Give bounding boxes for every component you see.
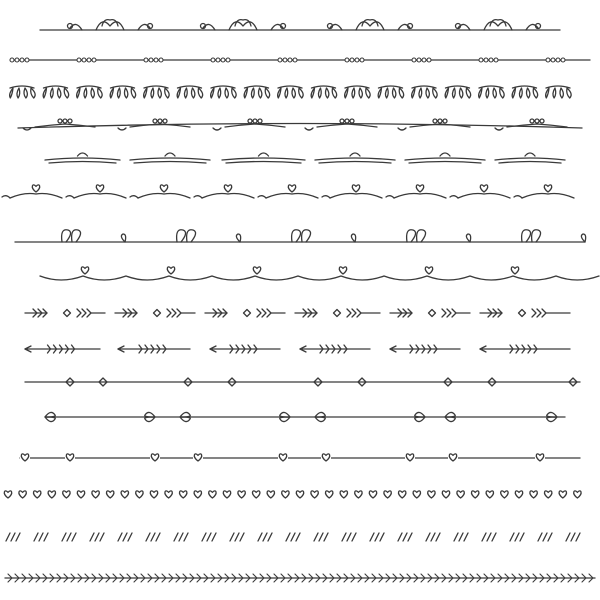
circle-cluster-icon bbox=[10, 58, 29, 62]
wavy-line bbox=[40, 276, 599, 280]
circle-cluster-icon bbox=[211, 58, 230, 62]
drooping-leaves-icon bbox=[512, 86, 537, 98]
double-heart-end-icon bbox=[547, 412, 557, 421]
heart-icon bbox=[288, 185, 295, 192]
heart-icon bbox=[399, 491, 406, 498]
heart-icon bbox=[369, 491, 376, 498]
heart-icon bbox=[19, 491, 26, 498]
drooping-leaves-icon bbox=[345, 86, 370, 98]
arrow-diamond-segment bbox=[480, 309, 570, 317]
arrow-diamond-segment bbox=[295, 309, 380, 317]
heart-icon bbox=[326, 491, 333, 498]
heart-icon bbox=[296, 491, 303, 498]
heart-icon bbox=[544, 185, 551, 192]
diagonal-dash-icon bbox=[538, 533, 552, 541]
curl-loop-icon bbox=[62, 230, 126, 242]
drooping-leaves-icon bbox=[278, 86, 303, 98]
small-crown-icon bbox=[440, 153, 450, 156]
curl-segment bbox=[315, 153, 395, 163]
double-heart-end-icon bbox=[145, 412, 155, 421]
chevron-arrow-icon bbox=[480, 345, 570, 353]
heart-swirl-unit bbox=[194, 185, 254, 198]
drooping-leaves-icon bbox=[244, 86, 269, 98]
heart-icon bbox=[282, 491, 289, 498]
arrow-diamond-segment bbox=[115, 309, 195, 317]
drooping-leaves-icon bbox=[43, 86, 68, 98]
circle-cluster-icon bbox=[412, 58, 431, 62]
drooping-leaves-icon bbox=[144, 86, 169, 98]
diagonal-dash-icon bbox=[34, 533, 48, 541]
heart-icon bbox=[425, 267, 432, 274]
divider-row-line-diamonds bbox=[25, 378, 580, 386]
diagonal-dash-icon bbox=[566, 533, 580, 541]
heart-icon bbox=[224, 185, 231, 192]
heart-icon bbox=[352, 185, 359, 192]
divider-row-wave-hearts bbox=[40, 267, 599, 280]
diagonal-dash-icon bbox=[118, 533, 132, 541]
double-heart-end-icon bbox=[445, 412, 455, 421]
diagonal-dash-icon bbox=[6, 533, 20, 541]
chevron-arrow-icon bbox=[300, 345, 370, 353]
double-heart-end-icon bbox=[415, 412, 425, 421]
heart-icon bbox=[136, 491, 143, 498]
heart-icon bbox=[81, 267, 88, 274]
heart-icon bbox=[34, 491, 41, 498]
fan-flourish-icon bbox=[68, 20, 153, 30]
diagonal-dash-icon bbox=[314, 533, 328, 541]
divider-row-leaf-fans bbox=[10, 86, 571, 98]
diagonal-dash-icon bbox=[62, 533, 76, 541]
three-dot-crown-icon bbox=[23, 119, 95, 130]
circle-cluster-icon bbox=[345, 58, 364, 62]
double-heart-end-icon bbox=[180, 412, 190, 421]
double-heart-end-icon bbox=[315, 412, 325, 421]
heart-icon bbox=[355, 491, 362, 498]
heart-icon bbox=[311, 491, 318, 498]
heart-icon bbox=[339, 267, 346, 274]
heart-icon bbox=[194, 491, 201, 498]
diagonal-dash-icon bbox=[230, 533, 244, 541]
diagonal-dash-icon bbox=[342, 533, 356, 541]
heart-icon bbox=[416, 185, 423, 192]
heart-icon bbox=[428, 491, 435, 498]
arrow-diamond-segment bbox=[205, 309, 285, 317]
curl-loop-icon bbox=[292, 230, 356, 242]
curl-segment bbox=[222, 153, 305, 163]
small-crown-icon bbox=[165, 153, 175, 156]
diagonal-dash-icon bbox=[426, 533, 440, 541]
curl-loop-icon bbox=[407, 230, 471, 242]
heart-icon bbox=[180, 491, 187, 498]
divider-row-slash-dashes bbox=[6, 533, 580, 541]
small-crown-icon bbox=[350, 153, 360, 156]
circle-cluster-icon bbox=[546, 58, 565, 62]
diamond-icon bbox=[64, 310, 71, 317]
divider-row-fleur-scroll bbox=[40, 20, 560, 30]
heart-icon bbox=[267, 491, 274, 498]
curl-loop-icon bbox=[522, 230, 586, 242]
chevron-arrow-icon bbox=[390, 345, 460, 353]
double-heart-end-icon bbox=[280, 412, 290, 421]
drooping-leaves-icon bbox=[412, 86, 437, 98]
arrow-diamond-segment bbox=[25, 309, 105, 317]
heart-icon bbox=[209, 491, 216, 498]
divider-row-tribal-hearts-line bbox=[45, 412, 565, 421]
drooping-leaves-icon bbox=[378, 86, 403, 98]
heart-icon bbox=[107, 491, 114, 498]
three-dot-crown-icon bbox=[305, 119, 377, 130]
drooping-leaves-icon bbox=[211, 86, 236, 98]
diamond-icon bbox=[429, 310, 436, 317]
heart-swirl-unit bbox=[66, 185, 126, 198]
diagonal-dash-icon bbox=[398, 533, 412, 541]
small-crown-icon bbox=[525, 153, 535, 156]
diagonal-dash-icon bbox=[286, 533, 300, 541]
diagonal-dash-icon bbox=[258, 533, 272, 541]
curl-segment bbox=[130, 153, 210, 163]
heart-icon bbox=[515, 491, 522, 498]
curl-segment bbox=[45, 153, 120, 163]
divider-row-heart-swirl bbox=[2, 185, 574, 198]
fan-flourish-icon bbox=[456, 20, 541, 30]
heart-icon bbox=[480, 185, 487, 192]
diamond-icon bbox=[519, 310, 526, 317]
drooping-leaves-icon bbox=[546, 86, 571, 98]
heart-icon bbox=[253, 267, 260, 274]
drooping-leaves-icon bbox=[445, 86, 470, 98]
diamond-icon bbox=[154, 310, 161, 317]
heart-icon bbox=[63, 491, 70, 498]
circle-cluster-icon bbox=[144, 58, 163, 62]
diamond-icon bbox=[334, 310, 341, 317]
heart-icon bbox=[457, 491, 464, 498]
heart-swirl-unit bbox=[514, 185, 574, 198]
diagonal-dash-icon bbox=[202, 533, 216, 541]
heart-icon bbox=[574, 491, 581, 498]
diagonal-dash-icon bbox=[482, 533, 496, 541]
divider-row-arrows-diamonds bbox=[25, 309, 570, 317]
heart-swirl-unit bbox=[130, 185, 190, 198]
heart-icon bbox=[413, 491, 420, 498]
heart-icon bbox=[472, 491, 479, 498]
drooping-leaves-icon bbox=[10, 86, 35, 98]
heart-swirl-unit bbox=[2, 185, 62, 198]
drooping-leaves-icon bbox=[311, 86, 336, 98]
heart-icon bbox=[167, 267, 174, 274]
drooping-leaves-icon bbox=[479, 86, 504, 98]
heart-icon bbox=[96, 185, 103, 192]
divider-row-heart-chain bbox=[4, 491, 581, 498]
heart-icon bbox=[384, 491, 391, 498]
fan-flourish-icon bbox=[201, 20, 286, 30]
curl-segment bbox=[495, 153, 565, 163]
heart-icon bbox=[48, 491, 55, 498]
diagonal-dash-icon bbox=[146, 533, 160, 541]
heart-icon bbox=[92, 491, 99, 498]
heart-icon bbox=[150, 491, 157, 498]
divider-row-loop-flourish bbox=[15, 230, 586, 242]
diagonal-dash-icon bbox=[174, 533, 188, 541]
double-heart-end-icon bbox=[45, 412, 55, 421]
heart-icon bbox=[442, 491, 449, 498]
circle-cluster-icon bbox=[77, 58, 96, 62]
drooping-leaves-icon bbox=[177, 86, 202, 98]
divider-line bbox=[18, 124, 582, 129]
divider-row-double-line-curl bbox=[45, 153, 565, 163]
heart-swirl-unit bbox=[322, 185, 382, 198]
chevron-arrow-icon bbox=[210, 345, 280, 353]
heart-icon bbox=[121, 491, 128, 498]
heart-swirl-unit bbox=[386, 185, 446, 198]
heart-icon bbox=[165, 491, 172, 498]
small-crown-icon bbox=[259, 153, 269, 156]
circle-cluster-icon bbox=[479, 58, 498, 62]
heart-icon bbox=[160, 185, 167, 192]
curl-loop-icon bbox=[177, 230, 241, 242]
heart-icon bbox=[511, 267, 518, 274]
heart-icon bbox=[486, 491, 493, 498]
diagonal-dash-icon bbox=[90, 533, 104, 541]
divider-row-line-hearts bbox=[20, 452, 580, 464]
heart-icon bbox=[238, 491, 245, 498]
circle-cluster-icon bbox=[278, 58, 297, 62]
diamond-icon bbox=[244, 310, 251, 317]
diagonal-dash-icon bbox=[370, 533, 384, 541]
heart-icon bbox=[340, 491, 347, 498]
heart-swirl-unit bbox=[450, 185, 510, 198]
heart-icon bbox=[253, 491, 260, 498]
heart-icon bbox=[77, 491, 84, 498]
fan-flourish-icon bbox=[328, 20, 413, 30]
drooping-leaves-icon bbox=[77, 86, 102, 98]
small-crown-icon bbox=[78, 153, 88, 156]
heart-swirl-unit bbox=[258, 185, 318, 198]
three-dot-crown-icon bbox=[213, 119, 285, 130]
diagonal-dash-icon bbox=[454, 533, 468, 541]
heart-icon bbox=[530, 491, 537, 498]
divider-row-dotted-beads bbox=[10, 58, 590, 62]
divider-row-feather-arrows bbox=[25, 345, 570, 353]
diagonal-dash-icon bbox=[510, 533, 524, 541]
arrow-diamond-segment bbox=[390, 309, 470, 317]
heart-icon bbox=[501, 491, 508, 498]
heart-icon bbox=[32, 185, 39, 192]
chevron-arrow-icon bbox=[25, 345, 100, 353]
heart-icon bbox=[4, 491, 11, 498]
divider-row-scroll-with-dots bbox=[18, 119, 582, 130]
divider-row-herringbone bbox=[5, 574, 595, 582]
chevron-arrow-icon bbox=[118, 345, 190, 353]
heart-icon bbox=[545, 491, 552, 498]
heart-icon bbox=[559, 491, 566, 498]
heart-icon bbox=[223, 491, 230, 498]
drooping-leaves-icon bbox=[110, 86, 135, 98]
curl-segment bbox=[405, 153, 485, 163]
three-dot-crown-icon bbox=[495, 119, 567, 130]
